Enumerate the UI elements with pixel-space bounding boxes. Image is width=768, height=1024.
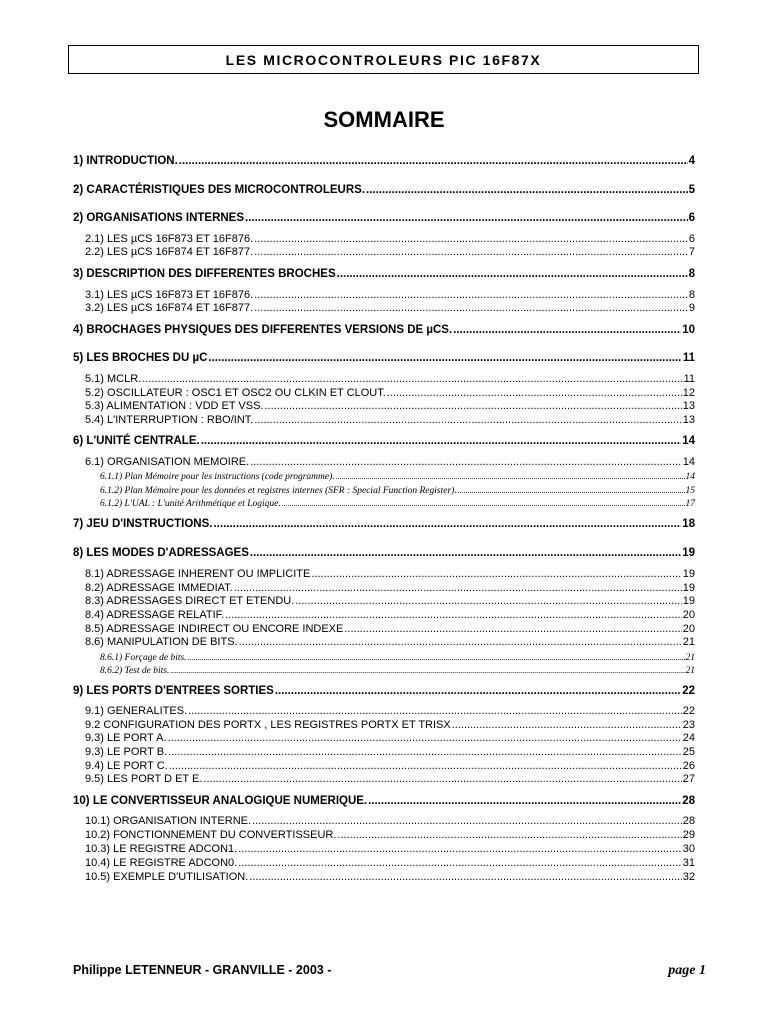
toc-entry-title: 7) JEU D'INSTRUCTIONS.: [73, 518, 213, 530]
toc-entry[interactable]: [85, 302, 695, 315]
toc-entry-title: 3) DESCRIPTION DES DIFFERENTES BROCHES: [73, 268, 336, 280]
toc-entry-title: 8.5) ADRESSAGE INDIRECT OU ENCORE INDEXE: [85, 623, 344, 635]
toc-entry-title: 10) LE CONVERTISSEUR ANALOGIQUE NUMERIQUE.: [73, 795, 368, 807]
toc-dot-leader: [250, 456, 682, 469]
toc-entry-title: 3.1) LES µCS 16F873 ET 16F876.: [85, 289, 254, 301]
toc-entry[interactable]: [73, 435, 695, 448]
toc-dot-leader: [387, 387, 682, 400]
toc-entry-title: 10.2) FONCTIONNEMENT DU CONVERTISSEUR.: [85, 829, 337, 841]
toc-dot-leader: [337, 829, 681, 842]
toc-entry-page: 19: [682, 568, 695, 580]
toc-entry[interactable]: [73, 268, 695, 281]
toc-entry-title: 6.1.1) Plan Mémoire pour les instructions (code programme).: [100, 472, 335, 482]
toc-entry-page: 15: [685, 486, 695, 496]
toc-entry-page: 6: [688, 233, 695, 245]
toc-entry-title: 6.1.2) L'UAL : L'unité Arithmétique et Logique.: [100, 499, 281, 509]
toc-entry-page: 14: [685, 472, 695, 482]
toc-dot-leader: [337, 268, 688, 281]
toc-entry-page: 13: [682, 400, 695, 412]
toc-entry-title: 10.4) LE REGISTRE ADCON0.: [85, 857, 238, 869]
toc-entry-title: 8.6.1) Forçage de bits.: [100, 653, 187, 663]
toc-entry-page: 14: [682, 435, 695, 447]
toc-entry[interactable]: [100, 498, 695, 510]
toc-entry[interactable]: [85, 871, 695, 884]
toc-dot-leader: [366, 184, 688, 197]
toc-entry-page: 20: [682, 609, 695, 621]
toc-dot-leader: [254, 414, 681, 427]
toc-dot-leader: [188, 652, 685, 664]
toc-dot-leader: [168, 732, 682, 745]
toc-entry[interactable]: [85, 289, 695, 302]
toc-dot-leader: [169, 760, 682, 773]
toc-entry-title: 2) ORGANISATIONS INTERNES: [73, 212, 245, 224]
toc-entry-title: 10.1) ORGANISATION INTERNE.: [85, 815, 252, 827]
toc-entry-page: 21: [685, 653, 695, 663]
toc-entry-page: 9: [688, 302, 695, 314]
toc-entry-page: 4: [688, 155, 695, 167]
toc-entry-title: 2.1) LES µCS 16F873 ET 16F876.: [85, 233, 254, 245]
toc-entry-title: 5.1) MCLR.: [85, 373, 142, 385]
toc-entry-title: 10.3) LE REGISTRE ADCON1.: [85, 843, 238, 855]
toc-entry[interactable]: [100, 485, 695, 497]
toc-entry-title: 9.1) GENERALITES.: [85, 705, 188, 717]
toc-entry[interactable]: [85, 857, 695, 870]
toc-dot-leader: [311, 568, 681, 581]
toc-entry[interactable]: [100, 665, 695, 677]
header-box: [68, 45, 699, 74]
toc-entry-page: 22: [682, 705, 695, 717]
toc-entry-page: 26: [682, 760, 695, 772]
toc-entry-title: 4) BROCHAGES PHYSIQUES DES DIFFERENTES VERSIONS DE µCS.: [73, 324, 453, 336]
toc-dot-leader: [275, 685, 681, 698]
toc-dot-leader: [265, 400, 682, 413]
toc-dot-leader: [336, 471, 685, 483]
toc-entry-title: 5) LES BROCHES DU µC: [73, 352, 208, 364]
toc-entry[interactable]: [85, 705, 695, 718]
toc-dot-leader: [282, 498, 685, 510]
toc-entry[interactable]: [85, 233, 695, 246]
toc-entry-title: 10.5) EXEMPLE D'UTILISATION.: [85, 871, 249, 883]
toc-dot-leader: [452, 719, 682, 732]
toc-entry[interactable]: [85, 414, 695, 427]
toc-dot-leader: [188, 705, 682, 718]
toc-entry-page: 23: [682, 719, 695, 731]
toc-entry-page: 6: [688, 212, 695, 224]
toc-entry-title: 9.4) LE PORT C.: [85, 760, 168, 772]
toc-entry[interactable]: [85, 595, 695, 608]
toc-entry[interactable]: [73, 547, 695, 560]
toc-dot-leader: [208, 352, 681, 365]
toc-dot-leader: [142, 373, 682, 386]
toc-entry-title: 2) CARACTÉRISTIQUES DES MICROCONTROLEURS.: [73, 184, 365, 196]
toc-entry[interactable]: [85, 746, 695, 759]
footer-page-number: page 1: [668, 963, 706, 978]
toc-entry-title: 8.6) MANIPULATION DE BITS.: [85, 636, 238, 648]
toc-entry-page: 13: [682, 414, 695, 426]
toc-entry-page: 8: [688, 268, 695, 280]
toc-dot-leader: [250, 547, 681, 560]
toc-entry-title: 6.1) ORGANISATION MEMOIRE.: [85, 456, 250, 468]
toc-entry-title: 8) LES MODES D'ADRESSAGES: [73, 547, 249, 559]
toc-entry[interactable]: [85, 387, 695, 400]
toc-entry[interactable]: [85, 456, 695, 469]
toc-entry-page: 22: [682, 685, 695, 697]
toc-dot-leader: [238, 843, 682, 856]
toc-entry-page: 28: [682, 795, 695, 807]
toc-entry-title: 5.4) L'INTERRUPTION : RBO/INT.: [85, 414, 254, 426]
toc-dot-leader: [225, 609, 682, 622]
toc-dot-leader: [254, 289, 688, 302]
toc-dot-leader: [254, 233, 688, 246]
toc-dot-leader: [213, 518, 681, 531]
toc-dot-leader: [295, 595, 681, 608]
toc-dot-leader: [201, 435, 682, 448]
toc-entry[interactable]: [73, 184, 695, 197]
toc-entry[interactable]: [85, 623, 695, 636]
toc-entry-page: 28: [682, 815, 695, 827]
toc-dot-leader: [234, 582, 682, 595]
toc-entry-title: 2.2) LES µCS 16F874 ET 16F877.: [85, 246, 254, 258]
toc-entry-page: 10: [682, 324, 695, 336]
toc-entry-title: 6) L'UNITÉ CENTRALE.: [73, 435, 200, 447]
toc-entry-title: 5.3) ALIMENTATION : VDD ET VSS.: [85, 400, 264, 412]
toc-entry[interactable]: [85, 719, 695, 732]
toc-entry-page: 32: [682, 871, 695, 883]
toc-dot-leader: [254, 302, 688, 315]
toc-entry-page: 21: [685, 666, 695, 676]
toc-entry-title: 3.2) LES µCS 16F874 ET 16F877.: [85, 302, 254, 314]
toc-entry-page: 7: [688, 246, 695, 258]
toc-entry-title: 8.4) ADRESSAGE RELATIF.: [85, 609, 225, 621]
toc-entry-page: 19: [682, 595, 695, 607]
toc-dot-leader: [179, 155, 688, 168]
toc-entry-page: 29: [682, 829, 695, 841]
toc-entry[interactable]: [73, 795, 695, 808]
toc-entry-title: 8.2) ADRESSAGE IMMEDIAT.: [85, 582, 233, 594]
toc-entry[interactable]: [85, 773, 695, 786]
toc-entry[interactable]: [85, 815, 695, 828]
toc-entry[interactable]: [85, 582, 695, 595]
toc-entry-title: 9.5) LES PORT D ET E.: [85, 773, 203, 785]
toc-entry[interactable]: [73, 155, 695, 168]
toc-entry-page: 5: [688, 184, 695, 196]
toc-entry-page: 8: [688, 289, 695, 301]
toc-entry[interactable]: [85, 636, 695, 649]
toc-dot-leader: [239, 636, 682, 649]
toc-entry-title: 9.2 CONFIGURATION DES PORTX , LES REGISTRES PORTX ET TRISX: [85, 719, 451, 731]
toc-entry[interactable]: [85, 829, 695, 842]
toc-entry-page: 11: [682, 352, 695, 364]
toc-entry-page: 21: [682, 636, 695, 648]
toc-entry-title: 9) LES PORTS D'ENTREES SORTIES: [73, 685, 274, 697]
toc-dot-leader: [453, 324, 681, 337]
toc-entry-page: 27: [682, 773, 695, 785]
toc-entry[interactable]: [85, 609, 695, 622]
toc-entry-page: 19: [682, 582, 695, 594]
toc-entry-title: 5.2) OSCILLATEUR : OSC1 ET OSC2 OU CLKIN ET CLOUT.: [85, 387, 386, 399]
toc-entry-title: 8.1) ADRESSAGE INHERENT OU IMPLICITE: [85, 568, 311, 580]
toc-entry[interactable]: [85, 760, 695, 773]
toc-entry-title: 1) INTRODUCTION.: [73, 155, 178, 167]
toc-dot-leader: [170, 665, 684, 677]
toc-entry-page: 18: [682, 518, 695, 530]
toc-dot-leader: [203, 773, 681, 786]
toc-entry[interactable]: [85, 843, 695, 856]
toc-dot-leader: [249, 871, 681, 884]
toc-entry[interactable]: [73, 324, 695, 337]
toc-dot-leader: [344, 623, 681, 636]
toc-entry[interactable]: [85, 373, 695, 386]
toc-dot-leader: [254, 246, 688, 259]
toc-entry-title: 9.3) LE PORT A.: [85, 732, 167, 744]
toc-entry[interactable]: [85, 732, 695, 745]
toc-entry-title: 6.1.2) Plan Mémoire pour les données et registres internes (SFR : Special Function Register).: [100, 486, 457, 496]
toc-dot-leader: [252, 815, 682, 828]
footer-author: Philippe LETENNEUR - GRANVILLE - 2003 -: [73, 963, 332, 977]
toc-entry-page: 30: [682, 843, 695, 855]
toc-dot-leader: [245, 212, 688, 225]
toc-entry-page: 31: [682, 857, 695, 869]
toc-entry[interactable]: [100, 652, 695, 664]
toc-entry-title: 9.3) LE PORT B.: [85, 746, 168, 758]
toc-entry[interactable]: [73, 685, 695, 698]
toc-entry-page: 11: [683, 373, 695, 385]
toc-entry[interactable]: [100, 471, 695, 483]
toc-entry-page: 17: [685, 499, 695, 509]
toc-dot-leader: [458, 485, 685, 497]
toc-entry[interactable]: [73, 352, 695, 365]
document-header-title: LES MICROCONTROLEURS PIC 16F87X: [225, 51, 542, 68]
toc-entry-page: 24: [682, 732, 695, 744]
toc-entry[interactable]: [73, 212, 695, 225]
toc-entry-title: 8.6.2) Test de bits.: [100, 666, 170, 676]
toc-entry-page: 12: [682, 387, 695, 399]
toc-entry[interactable]: [85, 400, 695, 413]
toc-entry[interactable]: [85, 246, 695, 259]
toc-dot-leader: [238, 857, 682, 870]
toc-entry-page: 14: [682, 456, 695, 468]
toc-entry-page: 25: [682, 746, 695, 758]
toc-entry-page: 20: [682, 623, 695, 635]
toc-entry[interactable]: [73, 518, 695, 531]
toc-dot-leader: [168, 746, 682, 759]
toc-dot-leader: [368, 795, 681, 808]
toc-entry[interactable]: [85, 568, 695, 581]
toc-entry-title: 8.3) ADRESSAGES DIRECT ET ETENDU.: [85, 595, 295, 607]
page-title: SOMMAIRE: [323, 107, 445, 132]
toc-entry-page: 19: [682, 547, 695, 559]
